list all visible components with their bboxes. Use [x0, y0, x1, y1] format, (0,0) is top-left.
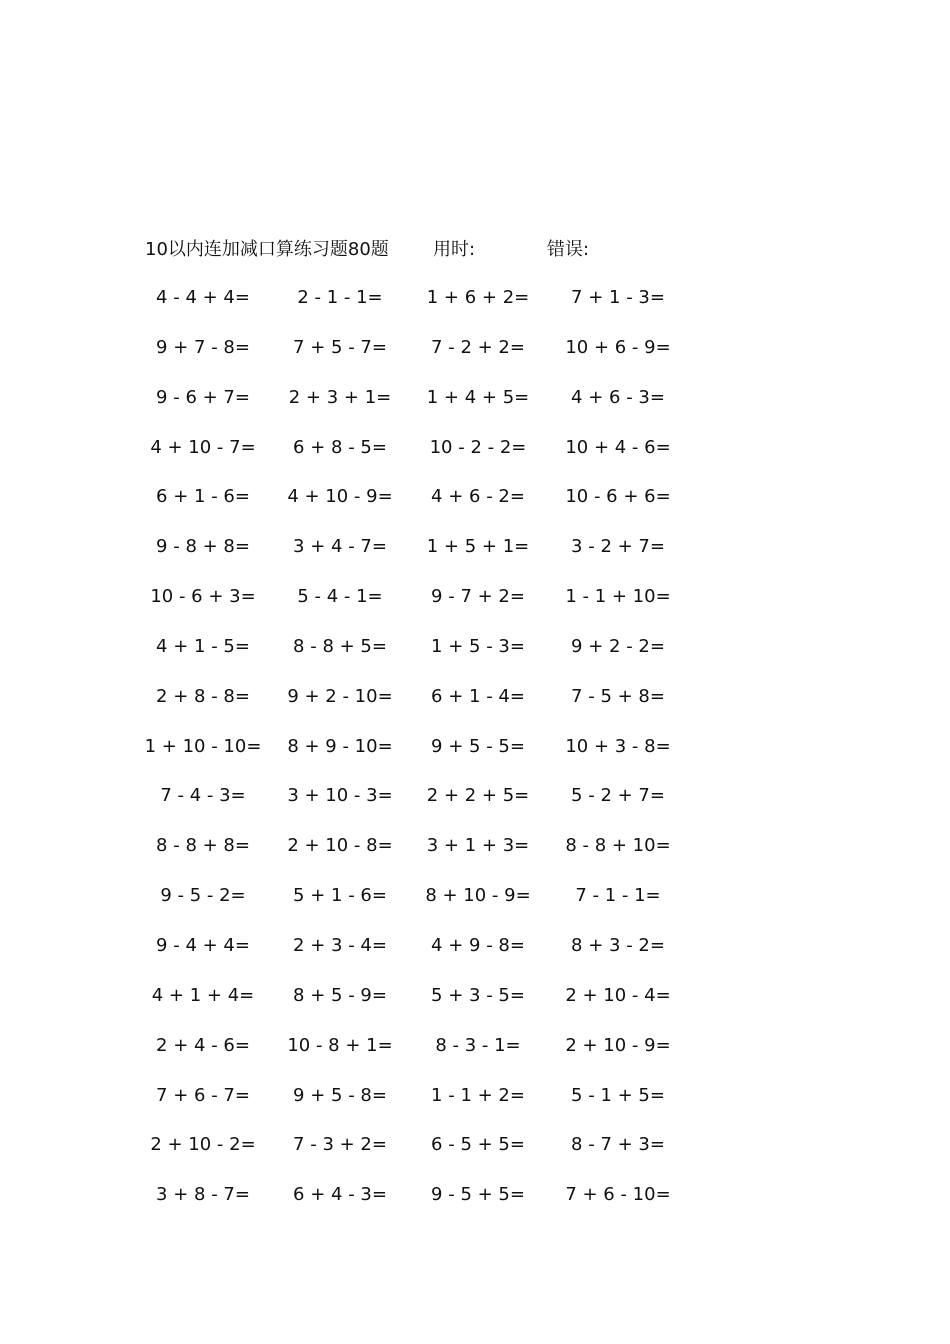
- problem-item: 8 - 8 + 5=: [293, 635, 387, 657]
- problem-row: [110, 731, 730, 781]
- problem-item: 4 - 4 + 4=: [156, 287, 250, 308]
- problem-item: 3 + 10 - 3=: [287, 785, 393, 807]
- problem-item: 1 + 5 + 1=: [426, 536, 530, 558]
- problem-item: 3 - 2 + 7=: [571, 536, 665, 558]
- problem-item: 6 + 4 - 3=: [293, 1184, 387, 1206]
- problem-item: 7 - 4 - 3=: [160, 785, 246, 807]
- problem-item: 6 - 5 + 5=: [431, 1134, 525, 1156]
- problem-item: 9 + 2 - 2=: [571, 635, 665, 657]
- problem-item: 8 + 3 - 2=: [571, 934, 665, 956]
- problem-item: 10 + 3 - 8=: [565, 735, 671, 757]
- problem-row: [110, 830, 730, 880]
- problem-row: [110, 780, 730, 830]
- problem-item: 9 - 7 + 2=: [431, 586, 525, 608]
- problem-item: 8 - 7 + 3=: [571, 1134, 665, 1156]
- problem-row: [110, 581, 730, 631]
- problem-item: 5 - 2 + 7=: [571, 785, 665, 807]
- problem-grid: [110, 282, 730, 1229]
- problem-item: 1 - 1 + 2=: [431, 1084, 525, 1106]
- problem-row: [110, 880, 730, 930]
- problem-item: 9 - 6 + 7=: [156, 386, 250, 408]
- problem-item: 8 - 3 - 1=: [435, 1034, 521, 1056]
- problem-item: 2 + 10 - 4=: [565, 984, 671, 1006]
- problem-row: [110, 1129, 730, 1179]
- problem-item: 7 - 5 + 8=: [571, 685, 665, 707]
- problem-row: [110, 631, 730, 681]
- time-used-label: 用时:: [433, 239, 476, 260]
- problem-item: 9 + 2 - 10=: [287, 685, 393, 707]
- problem-item: 5 + 3 - 5=: [431, 984, 525, 1006]
- problem-item: 6 + 1 - 6=: [156, 486, 250, 508]
- problem-item: 2 + 2 + 5=: [426, 785, 530, 807]
- problem-item: 9 + 5 - 8=: [293, 1084, 387, 1106]
- problem-row: [110, 382, 730, 432]
- problem-row: [110, 1030, 730, 1080]
- problem-item: 2 + 10 - 9=: [565, 1034, 671, 1056]
- problem-item: 5 + 1 - 6=: [293, 885, 387, 907]
- problem-row: [110, 930, 730, 980]
- problem-item: 10 - 8 + 1=: [287, 1034, 393, 1056]
- problem-row: [110, 1080, 730, 1130]
- problem-item: 10 - 6 + 6=: [565, 486, 671, 508]
- problem-row: [110, 980, 730, 1030]
- problem-row: [110, 432, 730, 482]
- problem-row: [110, 681, 730, 731]
- problem-item: 10 - 6 + 3=: [150, 586, 256, 608]
- problem-item: 1 - 1 + 10=: [565, 586, 671, 608]
- problem-row: [110, 531, 730, 581]
- problem-item: 7 - 1 - 1=: [575, 885, 661, 907]
- problem-item: 2 - 1 - 1=: [297, 287, 383, 308]
- errors-label: 错误:: [547, 239, 590, 260]
- problem-item: 10 + 4 - 6=: [565, 436, 671, 458]
- problem-row: [110, 481, 730, 531]
- problem-item: 5 - 4 - 1=: [297, 586, 383, 608]
- problem-item: 7 + 1 - 3=: [571, 287, 665, 308]
- problem-item: 1 + 10 - 10=: [144, 735, 262, 757]
- problem-item: 4 + 10 - 7=: [150, 436, 256, 458]
- problem-item: 7 - 3 + 2=: [293, 1134, 387, 1156]
- problem-item: 3 + 1 + 3=: [426, 835, 530, 857]
- problem-item: 6 + 8 - 5=: [293, 436, 387, 458]
- problem-item: 6 + 1 - 4=: [431, 685, 525, 707]
- problem-item: 9 - 8 + 8=: [156, 536, 250, 558]
- problem-item: 4 + 9 - 8=: [431, 934, 525, 956]
- problem-item: 10 - 2 - 2=: [429, 436, 527, 458]
- problem-item: 5 - 1 + 5=: [571, 1084, 665, 1106]
- problem-item: 1 + 6 + 2=: [426, 287, 530, 308]
- problem-item: 8 + 9 - 10=: [287, 735, 393, 757]
- problem-item: 9 - 5 - 2=: [160, 885, 246, 907]
- problem-item: 2 + 3 - 4=: [293, 934, 387, 956]
- problem-item: 2 + 10 - 2=: [150, 1134, 256, 1156]
- problem-item: 4 + 1 - 5=: [156, 635, 250, 657]
- problem-item: 7 + 6 - 10=: [565, 1184, 671, 1206]
- worksheet-header: [145, 236, 765, 264]
- worksheet-title: 10以内连加减口算练习题80题: [145, 239, 389, 260]
- problem-item: 7 + 5 - 7=: [293, 336, 387, 358]
- problem-item: 1 + 4 + 5=: [426, 386, 530, 408]
- problem-item: 2 + 4 - 6=: [156, 1034, 250, 1056]
- problem-item: 7 - 2 + 2=: [431, 336, 525, 358]
- problem-row: [110, 332, 730, 382]
- problem-item: 8 - 8 + 10=: [565, 835, 671, 857]
- problem-item: 4 + 6 - 2=: [431, 486, 525, 508]
- problem-item: 8 + 10 - 9=: [425, 885, 531, 907]
- problem-item: 1 + 5 - 3=: [431, 635, 525, 657]
- problem-item: 10 + 6 - 9=: [565, 336, 671, 358]
- problem-item: 8 - 8 + 8=: [156, 835, 250, 857]
- problem-item: 9 - 5 + 5=: [431, 1184, 525, 1206]
- problem-item: 4 + 1 + 4=: [151, 984, 255, 1006]
- problem-item: 7 + 6 - 7=: [156, 1084, 250, 1106]
- problem-item: 2 + 3 + 1=: [288, 386, 392, 408]
- problem-item: 9 + 5 - 5=: [431, 735, 525, 757]
- problem-item: 8 + 5 - 9=: [293, 984, 387, 1006]
- problem-item: 3 + 4 - 7=: [293, 536, 387, 558]
- problem-item: 2 + 8 - 8=: [156, 685, 250, 707]
- problem-item: 9 - 4 + 4=: [156, 934, 250, 956]
- problem-item: 3 + 8 - 7=: [156, 1184, 250, 1206]
- problem-item: 4 + 6 - 3=: [571, 386, 665, 408]
- problem-row: [110, 282, 730, 332]
- problem-item: 2 + 10 - 8=: [287, 835, 393, 857]
- problem-item: 9 + 7 - 8=: [156, 336, 250, 358]
- problem-item: 4 + 10 - 9=: [287, 486, 393, 508]
- problem-row: [110, 1179, 730, 1229]
